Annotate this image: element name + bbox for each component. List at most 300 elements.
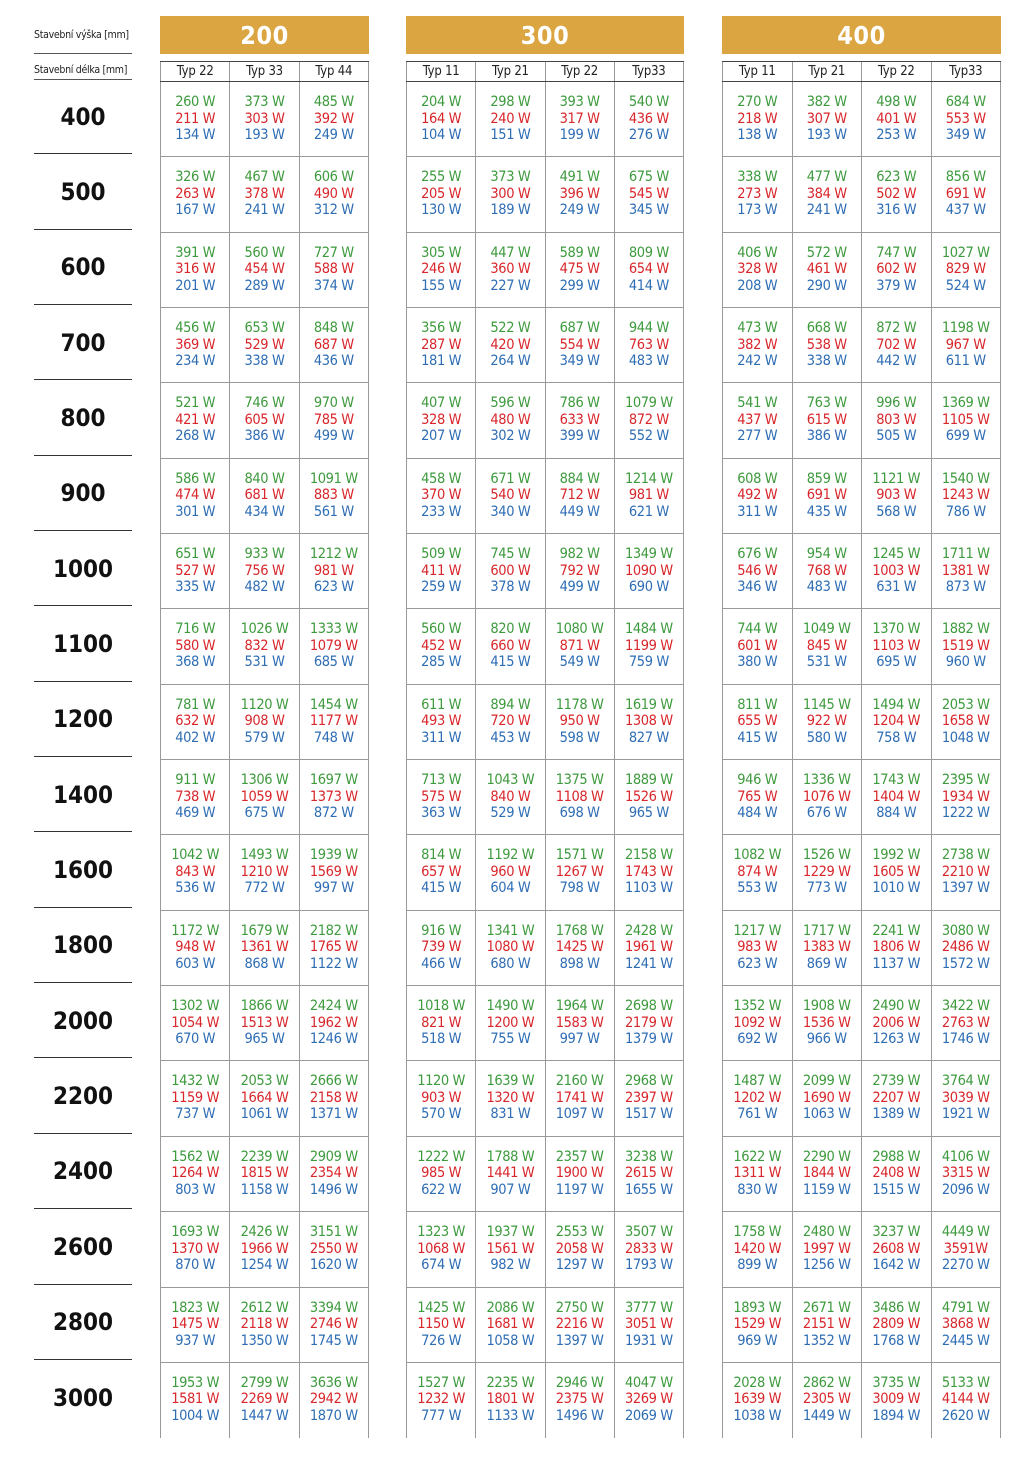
output-green: 859 W	[806, 470, 847, 487]
output-blue: 1137 W	[872, 955, 921, 972]
output-red: 287 W	[421, 336, 462, 353]
table-row	[722, 1363, 1001, 1438]
output-blue: 676 W	[806, 805, 847, 822]
output-green: 391 W	[175, 244, 216, 261]
output-red: 2809 W	[872, 1316, 921, 1332]
output-blue: 1222 W	[941, 805, 990, 822]
output-blue: 561 W	[313, 503, 354, 520]
length-row	[34, 1360, 132, 1435]
output-green: 1043 W	[486, 772, 535, 789]
output-red: 1513 W	[240, 1014, 289, 1031]
output-red: 382 W	[737, 336, 778, 353]
output-red: 605 W	[244, 411, 285, 428]
output-blue: 437 W	[945, 202, 986, 219]
output-red: 3039 W	[941, 1089, 990, 1106]
output-cell	[475, 609, 544, 683]
output-red: 1080 W	[486, 939, 535, 956]
output-blue: 965 W	[628, 805, 669, 822]
output-blue: 363 W	[421, 805, 462, 822]
output-green: 1323 W	[417, 1224, 466, 1241]
output-blue: 758 W	[876, 729, 917, 746]
output-red: 702 W	[876, 336, 917, 353]
output-red: 240 W	[490, 110, 531, 127]
output-blue: 374 W	[313, 277, 354, 294]
output-green: 814 W	[421, 847, 462, 864]
output-cell	[299, 609, 369, 683]
output-red: 2486 W	[941, 939, 990, 956]
output-red: 2207 W	[872, 1089, 921, 1106]
output-blue: 1197 W	[555, 1181, 604, 1198]
output-green: 1908 W	[802, 998, 851, 1015]
output-green: 1527 W	[417, 1374, 466, 1391]
output-cell	[229, 82, 298, 156]
length-value: 3000	[52, 1383, 114, 1412]
output-blue: 380 W	[737, 654, 778, 671]
output-cell	[931, 1288, 1002, 1362]
output-green: 1679 W	[240, 922, 289, 939]
output-red: 1844 W	[802, 1165, 851, 1182]
output-green: 996 W	[876, 395, 917, 412]
output-cell	[545, 459, 614, 533]
output-red: 1441 W	[486, 1165, 535, 1182]
output-cell	[931, 1212, 1002, 1286]
output-red: 1311 W	[733, 1165, 782, 1182]
table-row	[406, 308, 684, 383]
output-red: 2608 W	[872, 1240, 921, 1257]
output-red: 360 W	[490, 261, 531, 278]
output-green: 458 W	[421, 470, 462, 487]
output-green: 1893 W	[733, 1299, 782, 1316]
table-row	[722, 459, 1001, 534]
output-green: 4449 W	[941, 1224, 990, 1241]
output-red: 922 W	[806, 713, 847, 730]
output-blue: 1038 W	[733, 1407, 782, 1424]
output-green: 1953 W	[171, 1374, 220, 1391]
output-blue: 1004 W	[171, 1407, 220, 1424]
output-cell	[160, 609, 229, 683]
output-cell	[931, 685, 1002, 759]
output-red: 1475 W	[171, 1316, 220, 1332]
output-cell	[931, 157, 1002, 231]
output-cell	[229, 308, 298, 382]
output-blue: 670 W	[175, 1031, 216, 1048]
output-red: 540 W	[490, 487, 531, 504]
output-green: 3237 W	[872, 1224, 921, 1241]
output-cell	[545, 1137, 614, 1211]
output-green: 1145 W	[802, 696, 851, 713]
length-row	[34, 682, 132, 757]
output-blue: 631 W	[876, 579, 917, 596]
type-header-row	[160, 61, 369, 82]
output-green: 1120 W	[417, 1073, 466, 1090]
output-green: 326 W	[175, 169, 216, 186]
table-row	[722, 82, 1001, 157]
output-green: 2553 W	[555, 1224, 604, 1241]
output-blue: 234 W	[175, 353, 216, 370]
output-red: 303 W	[244, 110, 285, 127]
output-blue: 414 W	[628, 277, 669, 294]
output-red: 2158 W	[309, 1089, 358, 1106]
output-green: 2490 W	[872, 998, 921, 1015]
output-blue: 386 W	[244, 428, 285, 445]
output-cell	[229, 609, 298, 683]
output-blue: 2096 W	[941, 1181, 990, 1198]
output-green: 676 W	[737, 546, 778, 563]
output-blue: 316 W	[876, 202, 917, 219]
output-red: 1743 W	[624, 863, 673, 880]
output-blue: 199 W	[559, 127, 600, 143]
output-blue: 1870 W	[309, 1407, 358, 1424]
output-green: 946 W	[737, 772, 778, 789]
output-blue: 253 W	[876, 127, 917, 143]
output-cell	[792, 157, 862, 231]
output-red: 1815 W	[240, 1165, 289, 1182]
output-cell	[614, 986, 684, 1060]
output-blue: 1371 W	[309, 1106, 358, 1123]
table-row	[406, 233, 684, 308]
output-cell	[931, 308, 1002, 382]
table-row	[722, 1288, 1001, 1363]
length-value: 2000	[52, 1006, 114, 1035]
output-green: 1622 W	[733, 1148, 782, 1165]
table-row	[406, 986, 684, 1061]
length-row	[34, 230, 132, 305]
type-header: Typ 21	[475, 62, 544, 81]
output-red: 1159 W	[171, 1089, 220, 1106]
output-blue: 549 W	[559, 654, 600, 671]
output-red: 2746 W	[309, 1316, 358, 1332]
output-green: 1333 W	[309, 621, 358, 638]
output-blue: 1263 W	[872, 1031, 921, 1048]
output-red: 768 W	[806, 562, 847, 579]
output-green: 1341 W	[486, 922, 535, 939]
label-divider	[34, 53, 132, 54]
output-green: 1302 W	[171, 998, 220, 1015]
output-green: 356 W	[421, 320, 462, 337]
output-cell	[861, 609, 931, 683]
output-cell	[861, 1212, 931, 1286]
output-green: 606 W	[313, 169, 354, 186]
output-red: 2763 W	[941, 1014, 990, 1031]
output-blue: 674 W	[421, 1257, 462, 1274]
output-cell	[545, 1212, 614, 1286]
output-green: 4047 W	[624, 1374, 673, 1391]
output-green: 1212 W	[309, 546, 358, 563]
output-blue: 241 W	[806, 202, 847, 219]
output-cell	[861, 1363, 931, 1438]
table-row	[722, 609, 1001, 684]
length-row	[34, 757, 132, 832]
output-red: 785 W	[313, 411, 354, 428]
output-cell	[792, 986, 862, 1060]
output-red: 1267 W	[555, 863, 604, 880]
output-red: 874 W	[737, 863, 778, 880]
output-green: 651 W	[175, 546, 216, 563]
output-green: 2671 W	[802, 1299, 851, 1316]
output-green: 473 W	[737, 320, 778, 337]
output-red: 1664 W	[240, 1089, 289, 1106]
output-cell	[299, 459, 369, 533]
output-grid	[160, 82, 369, 1438]
output-grid	[722, 82, 1001, 1438]
output-green: 1018 W	[417, 998, 466, 1015]
output-cell	[160, 1212, 229, 1286]
output-green: 1743 W	[872, 772, 921, 789]
table-row	[160, 383, 369, 458]
output-green: 1788 W	[486, 1148, 535, 1165]
output-blue: 193 W	[244, 127, 285, 143]
output-green: 1571 W	[555, 847, 604, 864]
output-green: 521 W	[175, 395, 216, 412]
output-cell	[861, 835, 931, 909]
output-red: 3591W	[943, 1240, 988, 1257]
output-green: 260 W	[175, 94, 216, 110]
output-red: 1519 W	[941, 637, 990, 654]
output-blue: 755 W	[490, 1031, 531, 1048]
output-red: 493 W	[421, 713, 462, 730]
output-blue: 227 W	[490, 277, 531, 294]
output-blue: 259 W	[421, 579, 462, 596]
table-row	[160, 1061, 369, 1136]
output-red: 871 W	[559, 637, 600, 654]
group-400	[722, 16, 1001, 1438]
output-green: 713 W	[421, 772, 462, 789]
output-blue: 773 W	[806, 880, 847, 897]
output-green: 687 W	[559, 320, 600, 337]
output-cell	[160, 685, 229, 759]
output-green: 2909 W	[309, 1148, 358, 1165]
output-blue: 130 W	[421, 202, 462, 219]
output-cell	[614, 233, 684, 307]
output-blue: 568 W	[876, 503, 917, 520]
output-green: 3777 W	[624, 1299, 673, 1316]
output-cell	[792, 835, 862, 909]
table-row	[406, 534, 684, 609]
output-red: 1806 W	[872, 939, 921, 956]
output-blue: 276 W	[628, 127, 669, 143]
table-row	[722, 383, 1001, 458]
output-red: 490 W	[313, 185, 354, 202]
output-cell	[160, 233, 229, 307]
output-red: 3269 W	[624, 1391, 673, 1408]
output-green: 3486 W	[872, 1299, 921, 1316]
output-red: 316 W	[175, 261, 216, 278]
output-cell	[861, 459, 931, 533]
output-cell	[406, 1212, 475, 1286]
output-red: 527 W	[175, 562, 216, 579]
group-header: 200	[160, 16, 369, 54]
table-row	[722, 685, 1001, 760]
output-green: 894 W	[490, 696, 531, 713]
output-green: 4106 W	[941, 1148, 990, 1165]
output-green: 747 W	[876, 244, 917, 261]
output-blue: 268 W	[175, 428, 216, 445]
output-red: 829 W	[945, 261, 986, 278]
output-cell	[931, 1061, 1002, 1135]
output-cell	[406, 459, 475, 533]
output-cell	[614, 685, 684, 759]
output-green: 3238 W	[624, 1148, 673, 1165]
output-red: 545 W	[628, 185, 669, 202]
output-blue: 529 W	[490, 805, 531, 822]
output-green: 373 W	[244, 94, 285, 110]
output-cell	[861, 685, 931, 759]
output-green: 596 W	[490, 395, 531, 412]
output-cell	[614, 308, 684, 382]
output-red: 1373 W	[309, 788, 358, 805]
output-green: 668 W	[806, 320, 847, 337]
output-green: 1526 W	[802, 847, 851, 864]
output-green: 840 W	[244, 470, 285, 487]
length-value: 900	[60, 479, 106, 508]
length-row	[34, 154, 132, 229]
length-value: 800	[60, 404, 106, 433]
output-blue: 484 W	[737, 805, 778, 822]
output-green: 3735 W	[872, 1374, 921, 1391]
output-cell	[614, 1363, 684, 1438]
output-green: 1432 W	[171, 1073, 220, 1090]
table-row	[722, 1212, 1001, 1287]
output-cell	[299, 911, 369, 985]
length-value: 1000	[52, 554, 114, 583]
output-cell	[475, 1363, 544, 1438]
output-red: 1966 W	[240, 1240, 289, 1257]
output-cell	[614, 157, 684, 231]
output-cell	[160, 157, 229, 231]
length-value: 1400	[52, 780, 114, 809]
output-blue: 997 W	[313, 880, 354, 897]
output-blue: 622 W	[421, 1181, 462, 1198]
output-red: 1425 W	[555, 939, 604, 956]
output-blue: 1350 W	[240, 1332, 289, 1349]
output-blue: 1058 W	[486, 1332, 535, 1349]
output-blue: 598 W	[559, 729, 600, 746]
output-cell	[722, 1212, 792, 1286]
output-red: 1934 W	[941, 788, 990, 805]
output-cell	[614, 835, 684, 909]
output-blue: 965 W	[244, 1031, 285, 1048]
output-cell	[931, 383, 1002, 457]
output-cell	[545, 1288, 614, 1362]
output-cell	[406, 233, 475, 307]
output-green: 2239 W	[240, 1148, 289, 1165]
output-cell	[475, 1137, 544, 1211]
table-row	[160, 1363, 369, 1438]
output-green: 255 W	[421, 169, 462, 186]
table-row	[406, 1288, 684, 1363]
output-blue: 570 W	[421, 1106, 462, 1123]
output-blue: 466 W	[421, 955, 462, 972]
type-header: Typ 22	[861, 62, 931, 81]
output-red: 307 W	[806, 110, 847, 127]
output-green: 1370 W	[872, 621, 921, 638]
output-green: 2424 W	[309, 998, 358, 1015]
output-red: 1801 W	[486, 1391, 535, 1408]
output-cell	[614, 82, 684, 156]
output-cell	[614, 1137, 684, 1211]
output-cell	[475, 383, 544, 457]
output-red: 1264 W	[171, 1165, 220, 1182]
output-cell	[229, 157, 298, 231]
output-red: 1900 W	[555, 1165, 604, 1182]
output-green: 856 W	[945, 169, 986, 186]
output-blue: 803 W	[175, 1181, 216, 1198]
output-red: 461 W	[806, 261, 847, 278]
output-blue: 264 W	[490, 353, 531, 370]
output-blue: 483 W	[806, 579, 847, 596]
output-red: 1103 W	[872, 637, 921, 654]
output-cell	[160, 911, 229, 985]
output-red: 529 W	[244, 336, 285, 353]
output-blue: 1241 W	[624, 955, 673, 972]
output-cell	[722, 157, 792, 231]
table-row	[160, 1137, 369, 1212]
output-cell	[614, 609, 684, 683]
output-blue: 685 W	[313, 654, 354, 671]
output-red: 600 W	[490, 562, 531, 579]
output-green: 1866 W	[240, 998, 289, 1015]
output-cell	[299, 383, 369, 457]
output-red: 2118 W	[240, 1316, 289, 1332]
output-red: 370 W	[421, 487, 462, 504]
table-row	[160, 760, 369, 835]
output-blue: 1496 W	[555, 1407, 604, 1424]
output-blue: 301 W	[175, 503, 216, 520]
length-column	[34, 79, 132, 1435]
output-cell	[299, 1212, 369, 1286]
length-value: 400	[60, 102, 106, 131]
output-green: 786 W	[559, 395, 600, 412]
table-row	[722, 986, 1001, 1061]
output-green: 1336 W	[802, 772, 851, 789]
height-label: Stavební výška [mm]	[34, 29, 129, 41]
output-blue: 870 W	[175, 1257, 216, 1274]
output-green: 589 W	[559, 244, 600, 261]
output-cell	[406, 308, 475, 382]
output-blue: 1793 W	[624, 1257, 673, 1274]
output-red: 2397 W	[624, 1089, 673, 1106]
output-red: 317 W	[559, 110, 600, 127]
output-green: 675 W	[628, 169, 669, 186]
output-red: 1068 W	[417, 1240, 466, 1257]
output-blue: 242 W	[737, 353, 778, 370]
length-row	[34, 606, 132, 681]
output-green: 1120 W	[240, 696, 289, 713]
output-blue: 2620 W	[941, 1407, 990, 1424]
length-value: 2400	[52, 1157, 114, 1186]
output-blue: 772 W	[244, 880, 285, 897]
output-cell	[160, 1363, 229, 1438]
output-red: 1420 W	[733, 1240, 782, 1257]
output-blue: 1515 W	[872, 1181, 921, 1198]
output-cell	[614, 911, 684, 985]
output-blue: 483 W	[628, 353, 669, 370]
output-green: 1198 W	[941, 320, 990, 337]
output-green: 498 W	[876, 94, 917, 110]
output-green: 872 W	[876, 320, 917, 337]
output-red: 2942 W	[309, 1391, 358, 1408]
output-blue: 482 W	[244, 579, 285, 596]
output-cell	[160, 1061, 229, 1135]
output-red: 1320 W	[486, 1089, 535, 1106]
output-cell	[545, 157, 614, 231]
output-cell	[792, 1288, 862, 1362]
output-blue: 531 W	[806, 654, 847, 671]
output-cell	[792, 308, 862, 382]
output-blue: 193 W	[806, 127, 847, 143]
output-green: 4791 W	[941, 1299, 990, 1316]
output-blue: 699 W	[945, 428, 986, 445]
